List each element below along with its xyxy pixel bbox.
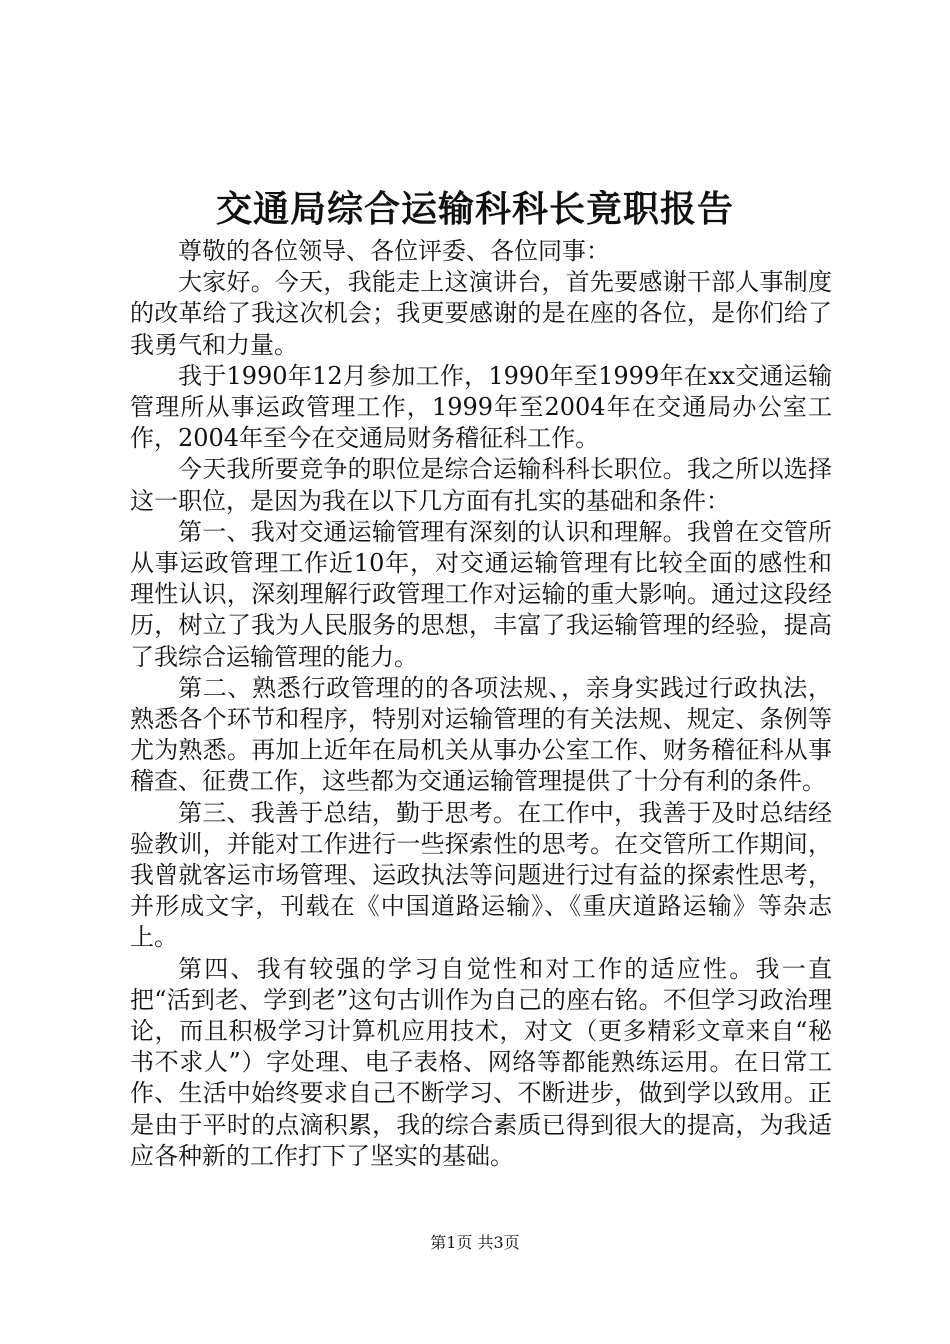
paragraph-salutation: 尊敬的各位领导、各位评委、各位同事： — [178, 237, 610, 265]
document-title: 交通局综合运输科科长竟职报告 — [215, 188, 734, 230]
paragraph-position: 今天我所要竞争的职位是综合运输科科长职位。我之所以选择这一职位，是因为我在以下几方面有扎实的基础和条件： — [130, 455, 832, 515]
paragraph-point-one: 第一、我对交通运输管理有深刻的认识和理解。我曾在交管所从事运政管理工作近10年，对交通运输管理有比较全面的感性和理性认识，深刻理解行政管理工作对运输的重大影响。通过这段经历，树立了我为人民服务的思想，丰富了我运输管理的经验，提高了我综合运输管理的能力。 — [130, 517, 832, 671]
document-body — [130, 236, 832, 1172]
paragraph-work-history: 我于1990年12月参加工作，1990年至1999年在xx交通运输管理所从事运政管理工作，1999年至2004年在交通局办公室工作，2004年至今在交通局财务稽征科工作。 — [130, 361, 832, 453]
paragraph-point-three: 第三、我善于总结，勤于思考。在工作中，我善于及时总结经验教训，并能对工作进行一些探索性的思考。在交管所工作期间，我曾就客运市场管理、运政执法等问题进行过有益的探索性思考，并形成文字，刊载在《中国道路运输》、《重庆道路运输》等杂志上。 — [130, 798, 832, 952]
paragraph-point-four: 第四、我有较强的学习自觉性和对工作的适应性。我一直把“活到老、学到老”这句古训作为自己的座右铭。不但学习政治理论，而且积极学习计算机应用技术，对文（更多精彩文章来自“秘书不求人”）字处理、电子表格、网络等都能熟练运用。在日常工作、生活中始终要求自己不断学习、不断进步，做到学以致用。正是由于平时的点滴积累，我的综合素质已得到很大的提高，为我适应各种新的工作打下了坚实的基础。 — [130, 954, 832, 1170]
paragraph-greeting: 大家好。今天，我能走上这演讲台，首先要感谢干部人事制度的改革给了我这次机会；我更要感谢的是在座的各位，是你们给了我勇气和力量。 — [130, 268, 832, 359]
page-number-footer: 第1页 共3页 — [430, 1233, 520, 1252]
paragraph-point-two: 第二、熟悉行政管理的的各项法规、，亲身实践过行政执法，熟悉各个环节和程序，特别对运输管理的有关法规、规定、条例等尤为熟悉。再加上近年在局机关从事办公室工作、财务稽征科从事稽查、征费工作，这些都为交通运输管理提供了十分有利的条件。 — [130, 673, 832, 796]
